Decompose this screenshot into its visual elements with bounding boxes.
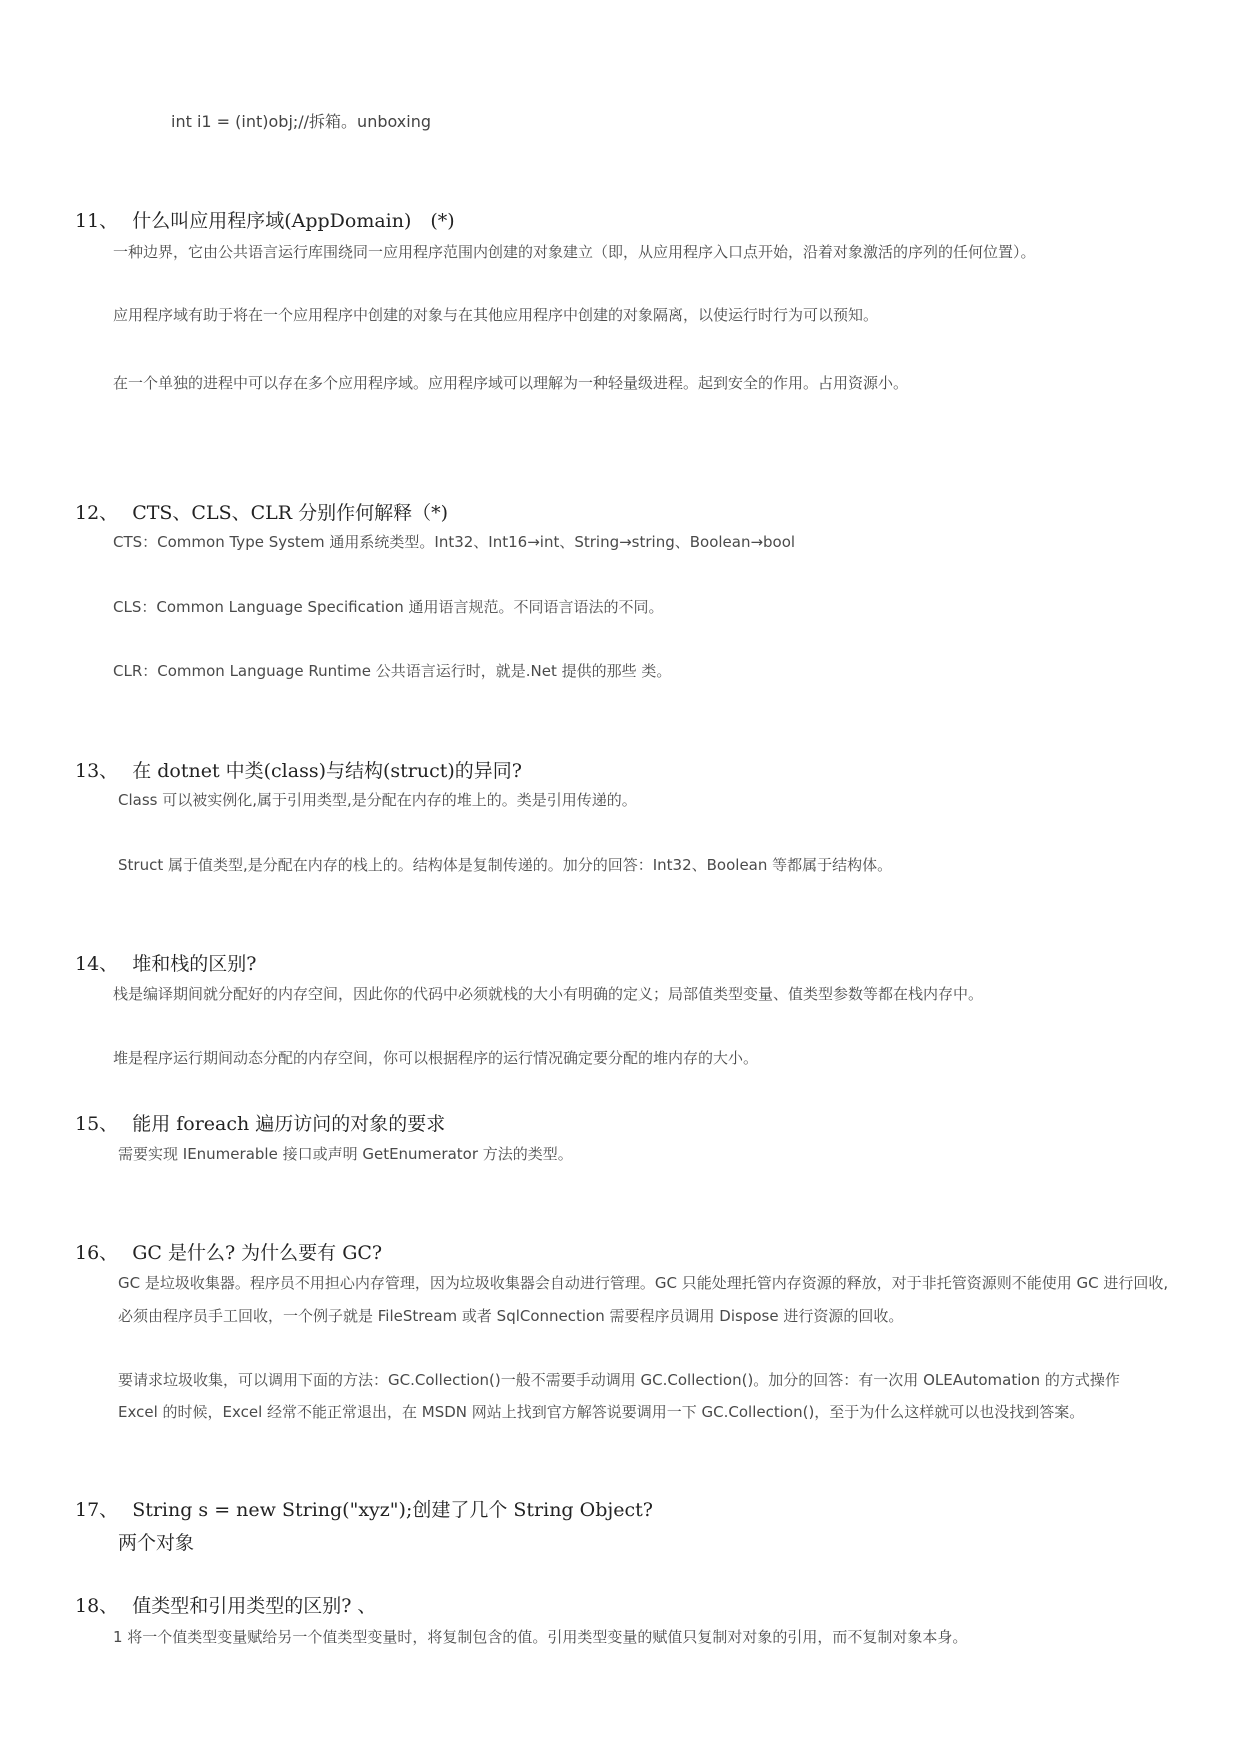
section-18-title: 值类型和引用类型的区别? 、 bbox=[132, 1595, 377, 1617]
section-16-paragraph-3: 要请求垃圾收集，可以调用下面的方法：GC.Collection()一般不需要手动调用 GC.Collection()。加分的回答：有一次用 OLEAutomation 的方式操作 bbox=[118, 1371, 1120, 1389]
section-14-paragraph-2: 堆是程序运行期间动态分配的内存空间，你可以根据程序的运行情况确定要分配的堆内存的大小。 bbox=[113, 1049, 759, 1067]
section-17-title: String s = new String("xyz");创建了几个 String Object? bbox=[132, 1499, 653, 1521]
section-15-number: 15、 bbox=[75, 1113, 119, 1135]
section-11-paragraph-1: 一种边界，它由公共语言运行库围绕同一应用程序范围内创建的对象建立（即，从应用程序入口点开始，沿着对象激活的序列的任何位置）。 bbox=[113, 243, 1036, 261]
section-12-title: CTS、CLS、CLR 分别作何解释（*) bbox=[132, 502, 448, 524]
section-11-title: 什么叫应用程序域(AppDomain) (*) bbox=[132, 210, 455, 232]
section-15-paragraph-1: 需要实现 IEnumerable 接口或声明 GetEnumerator 方法的类型。 bbox=[118, 1145, 573, 1163]
section-12-number: 12、 bbox=[75, 502, 119, 524]
section-14-number: 14、 bbox=[75, 953, 119, 975]
section-18-number: 18、 bbox=[75, 1595, 119, 1617]
section-14-title: 堆和栈的区别? bbox=[132, 953, 257, 975]
section-18-paragraph-1: 1 将一个值类型变量赋给另一个值类型变量时，将复制包含的值。引用类型变量的赋值只复制对对象的引用，而不复制对象本身。 bbox=[113, 1628, 968, 1646]
section-13-paragraph-1: Class 可以被实例化,属于引用类型,是分配在内存的堆上的。类是引用传递的。 bbox=[118, 791, 637, 809]
section-14-paragraph-1: 栈是编译期间就分配好的内存空间，因此你的代码中必须就栈的大小有明确的定义；局部值类型变量、值类型参数等都在栈内存中。 bbox=[113, 985, 984, 1003]
section-12-heading bbox=[75, 500, 448, 526]
section-16-paragraph-4: Excel 的时候，Excel 经常不能正常退出，在 MSDN 网站上找到官方解答说要调用一下 GC.Collection()，至于为什么这样就可以也没找到答案。 bbox=[118, 1403, 1085, 1421]
section-17-number: 17、 bbox=[75, 1499, 119, 1521]
section-17-answer: 两个对象 bbox=[118, 1532, 195, 1554]
section-13-title: 在 dotnet 中类(class)与结构(struct)的异同? bbox=[132, 760, 522, 782]
section-12-paragraph-2: CLS：Common Language Specification 通用语言规范。不同语言语法的不同。 bbox=[113, 598, 664, 616]
section-13-heading bbox=[75, 758, 522, 784]
section-11-number: 11、 bbox=[75, 210, 119, 232]
section-16-paragraph-1: GC 是垃圾收集器。程序员不用担心内存管理，因为垃圾收集器会自动进行管理。GC 只能处理托管内存资源的释放，对于非托管资源则不能使用 GC 进行回收, bbox=[118, 1274, 1169, 1292]
section-11-paragraph-2: 应用程序域有助于将在一个应用程序中创建的对象与在其他应用程序中创建的对象隔离，以使运行时行为可以预知。 bbox=[113, 306, 879, 324]
section-11-paragraph-3: 在一个单独的进程中可以存在多个应用程序域。应用程序域可以理解为一种轻量级进程。起到安全的作用。占用资源小。 bbox=[113, 374, 909, 392]
section-15-heading bbox=[75, 1111, 445, 1137]
section-16-paragraph-2: 必须由程序员手工回收，一个例子就是 FileStream 或者 SqlConnection 需要程序员调用 Dispose 进行资源的回收。 bbox=[118, 1307, 904, 1325]
section-12-paragraph-1: CTS：Common Type System 通用系统类型。Int32、Int16→int、String→string、Boolean→bool bbox=[113, 533, 796, 551]
section-13-paragraph-2: Struct 属于值类型,是分配在内存的栈上的。结构体是复制传递的。加分的回答：Int32、Boolean 等都属于结构体。 bbox=[118, 856, 893, 874]
section-17-heading bbox=[75, 1497, 653, 1523]
section-18-heading bbox=[75, 1593, 376, 1619]
section-16-heading bbox=[75, 1240, 382, 1266]
section-16-title: GC 是什么? 为什么要有 GC? bbox=[132, 1242, 383, 1264]
section-15-title: 能用 foreach 遍历访问的对象的要求 bbox=[132, 1113, 446, 1135]
section-13-number: 13、 bbox=[75, 760, 119, 782]
section-12-paragraph-3: CLR：Common Language Runtime 公共语言运行时，就是.Net 提供的那些 类。 bbox=[113, 662, 672, 680]
code-line: int i1 = (int)obj;//拆箱。unboxing bbox=[171, 112, 432, 131]
section-14-heading bbox=[75, 951, 256, 977]
section-16-number: 16、 bbox=[75, 1242, 119, 1264]
section-11-heading bbox=[75, 208, 455, 234]
